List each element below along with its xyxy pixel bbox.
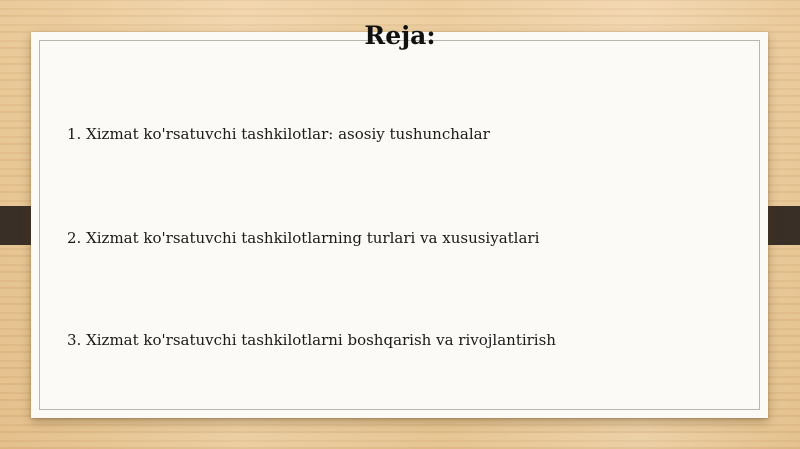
slide-title: Reja: <box>364 21 436 50</box>
plan-item-3: 3. Xizmat ko'rsatuvchi tashkilotlarni boshqarish va rivojlantirish <box>67 331 556 349</box>
slide-card <box>31 32 768 418</box>
plan-item-2: 2. Xizmat ko'rsatuvchi tashkilotlarning turlari va xususiyatlari <box>67 229 540 247</box>
slide-inner-border <box>39 40 760 410</box>
plan-item-1: 1. Xizmat ko'rsatuvchi tashkilotlar: asosiy tushunchalar <box>67 125 490 143</box>
